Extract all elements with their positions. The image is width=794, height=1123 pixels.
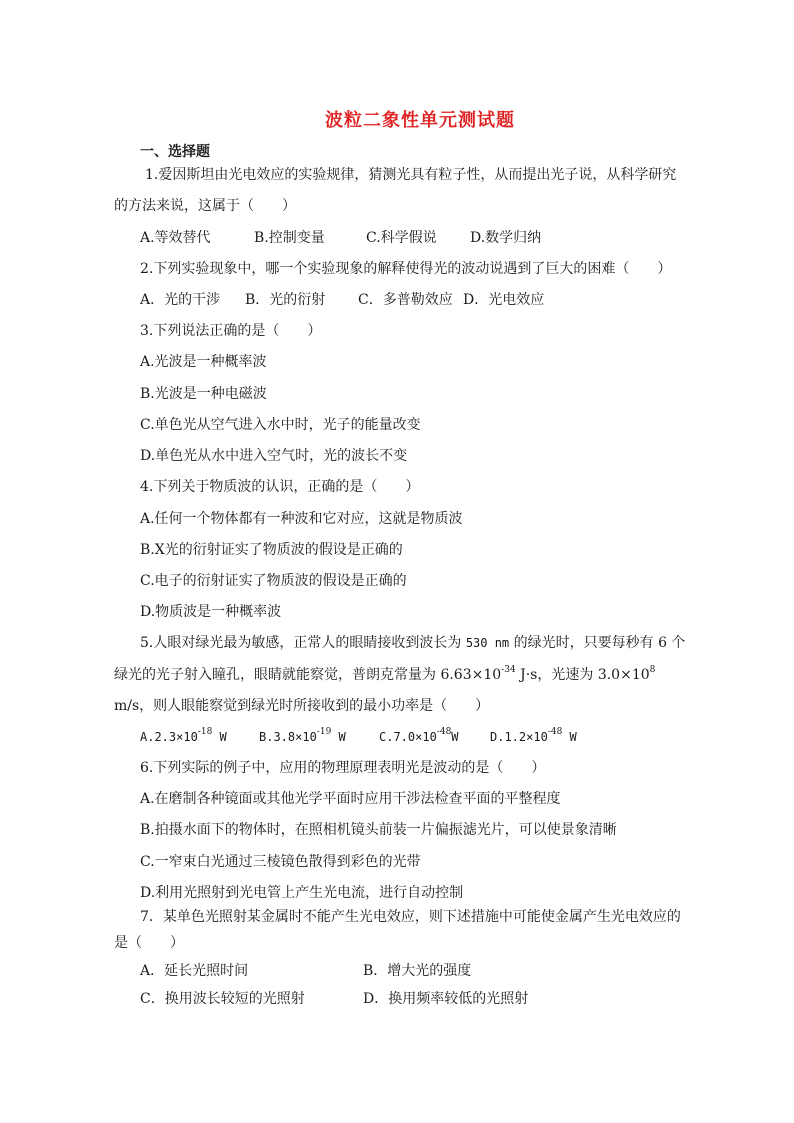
question-2-option-a: A．光的干涉 (140, 292, 221, 308)
question-5-stem (140, 634, 685, 652)
question-4-option-b: B.X光的衍射证实了物质波的假设是正确的 (140, 542, 403, 558)
question-4-option-c: C.电子的衍射证实了物质波的假设是正确的 (140, 573, 407, 589)
question-5-speed-exponent: 8 (649, 665, 656, 676)
question-6-stem: 6.下列实际的例子中，应用的物理原理表明光是波动的是（ ） (140, 760, 546, 776)
question-2-option-c: C．多普勒效应 (358, 292, 453, 308)
question-7-option-d: D．换用频率较低的光照射 (363, 991, 529, 1007)
question-7-option-c: C．换用波长较短的光照射 (140, 991, 305, 1007)
question-5-planck-exponent: -34 (501, 665, 516, 676)
question-7-option-b: B．增大光的强度 (363, 963, 472, 979)
question-3-stem: 3.下列说法正确的是（ ） (140, 323, 322, 339)
question-5-stem-end: m/s，则人眼能察觉到绿光时所接收到的最小功率是（ ） (114, 698, 490, 714)
question-4-option-a: A.任何一个物体都有一种波和它对应，这就是物质波 (140, 511, 463, 527)
question-1-stem: 1.爱因斯坦由光电效应的实验规律，猜测光具有粒子性，从而提出光子说，从科学研究 (145, 167, 677, 183)
question-5-stem-cont (114, 666, 655, 684)
question-4-stem: 4.下列关于物质波的认识，正确的是（ ） (140, 479, 420, 495)
question-6-option-a: A.在磨制各种镜面或其他光学平面时应用干涉法检查平面的平整程度 (140, 791, 561, 807)
question-3-option-d: D.单色光从水中进入空气时，光的波长不变 (140, 448, 408, 464)
question-4-option-d: D.物质波是一种概率波 (140, 604, 282, 620)
question-5-option-d: $D.1.2\times 10^{-48}$ W (490, 727, 577, 744)
question-7-option-a: A．延长光照时间 (140, 963, 249, 979)
question-5-option-a: $A.2.3\times 10^{-18}$ W (140, 727, 227, 744)
question-6-option-b: B.拍摄水面下的物体时，在照相机镜头前装一片偏振滤光片，可以使景象清晰 (140, 822, 617, 838)
question-2-stem: 2.下列实验现象中，哪一个实验现象的解释使得光的波动说遇到了巨大的困难（ ） (140, 261, 672, 277)
question-1-option-b: B.控制变量 (254, 230, 325, 246)
question-5-option-c: $C.7.0\times 10^{-48}W$ (379, 727, 459, 744)
question-7-stem: 7．某单色光照射某金属时不能产生光电效应，则下述措施中可能使金属产生光电效应的 (140, 909, 681, 925)
question-3-option-a: A.光波是一种概率波 (140, 354, 267, 370)
question-5-speed-text: J·s，光速为 3.0×10 (515, 667, 650, 683)
question-2-option-d: D．光电效应 (463, 292, 545, 308)
question-2-option-b: B．光的衍射 (245, 292, 326, 308)
question-6-option-d: D.利用光照射到光电管上产生光电流，进行自动控制 (140, 885, 464, 901)
question-3-option-b: B.光波是一种电磁波 (140, 386, 267, 402)
page-title: 波粒二象性单元测试题 (325, 110, 515, 131)
question-3-option-c: C.单色光从空气进入水中时，光子的能量改变 (140, 417, 421, 433)
question-5-text-a: 5.人眼对绿光最为敏感，正常人的眼睛接收到波长为 (140, 635, 462, 651)
question-5-wavelength: 530 nm (465, 636, 510, 650)
question-1-option-d: D.数学归纳 (470, 230, 542, 246)
question-6-option-c: C.一窄束白光通过三棱镜色散得到彩色的光带 (140, 854, 421, 870)
question-1-stem-cont: 的方法来说，这属于（ ） (114, 198, 296, 214)
question-5-option-b: $B.3.8\times 10^{-19}$ W (259, 727, 346, 744)
question-1-option-a: A.等效替代 (140, 230, 211, 246)
question-7-stem-cont: 是（ ） (114, 935, 184, 951)
section-heading: 一、选择题 (140, 144, 210, 160)
question-5-planck-text: 绿光的光子射入瞳孔，眼睛就能察觉，普朗克常量为 6.63×10 (114, 667, 502, 683)
question-1-option-c: C.科学假说 (366, 230, 437, 246)
question-5-text-b: 的绿光时，只要每秒有 6 个 (513, 635, 686, 651)
